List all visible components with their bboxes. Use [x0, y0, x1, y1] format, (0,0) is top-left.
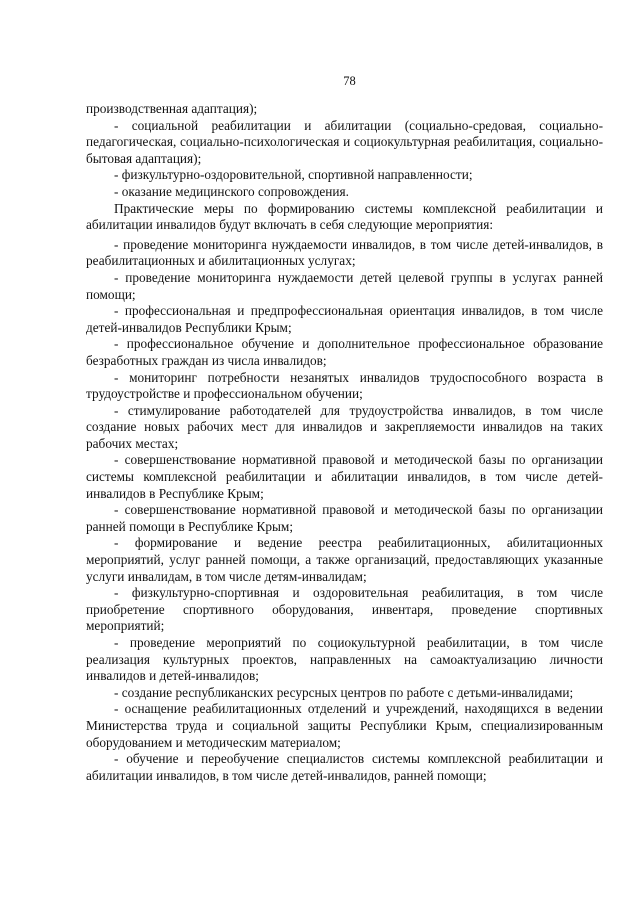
paragraph: - оказание медицинского сопровождения.	[114, 183, 349, 199]
paragraph: - проведение мероприятий по социокультурной реабилитации, в том числе реализация культурных проектов, направленных на самоактуализацию личности инвалидов и детей-инвалидов;	[86, 635, 603, 684]
paragraph: производственная адаптация);	[86, 101, 258, 116]
paragraph: - оснащение реабилитационных отделений и учреждений, находящихся в ведении Министерства труда и социальной защиты Республики Крым, специализированным оборудованием и методическим материалом;	[86, 701, 603, 750]
paragraph: - обучение и переобучение специалистов системы комплексной реабилитации и абилитации инвалидов, в том числе детей-инвалидов, ранней помощи;	[86, 751, 603, 783]
paragraph: - мониторинг потребности незанятых инвалидов трудоспособного возраста в трудоустройстве и профессиональном обучении;	[86, 369, 603, 402]
paragraph: - создание республиканских ресурсных центров по работе с детьми-инвалидами;	[114, 684, 574, 700]
paragraph: - профессиональная и предпрофессиональная ориентация инвалидов, в том числе детей-инвалидов Республики Крым;	[86, 303, 603, 335]
paragraph: - физкультурно-оздоровительной, спортивной направленности;	[114, 167, 473, 183]
page-number: 78	[343, 74, 356, 88]
body-text	[86, 101, 603, 784]
paragraph: - профессиональное обучение и дополнительное профессиональное образование безработных граждан из числа инвалидов;	[86, 336, 603, 368]
paragraph: - физкультурно-спортивная и оздоровительная реабилитация, в том числе приобретение спортивного оборудования, инвентаря, проведение спортивных мероприятий;	[86, 585, 603, 634]
paragraph: - проведение мониторинга нуждаемости инвалидов, в том числе детей-инвалидов, в реабилитационных и абилитационных услугах;	[86, 236, 603, 269]
paragraph: - проведение мониторинга нуждаемости детей целевой группы в услугах ранней помощи;	[86, 269, 603, 302]
paragraph: - совершенствование нормативной правовой и методической базы по организации системы комплексной реабилитации и абилитации инвалидов, в том числе детей-инвалидов в Республике Крым;	[86, 452, 603, 501]
paragraph: - совершенствование нормативной правовой и методической базы по организации ранней помощи в Республике Крым;	[86, 502, 603, 534]
paragraph: - социальной реабилитации и абилитации (социально-средовая, социально-педагогическая, социально-психологическая и социокультурная реабилитация, социально-бытовая адаптация);	[86, 117, 603, 166]
paragraph: Практические меры по формированию системы комплексной реабилитации и абилитации инвалидов будут включать в себя следующие мероприятия:	[86, 200, 603, 233]
paragraph: - формирование и ведение реестра реабилитационных, абилитационных мероприятий, услуг ранней помощи, а также организаций, предоставляющих указанные услуги инвалидам, в том числе детям-инвалидам;	[86, 535, 603, 584]
paragraph: - стимулирование работодателей для трудоустройства инвалидов, в том числе создание новых рабочих мест для инвалидов и закрепляемости инвалидов на таких рабочих местах;	[86, 402, 603, 451]
